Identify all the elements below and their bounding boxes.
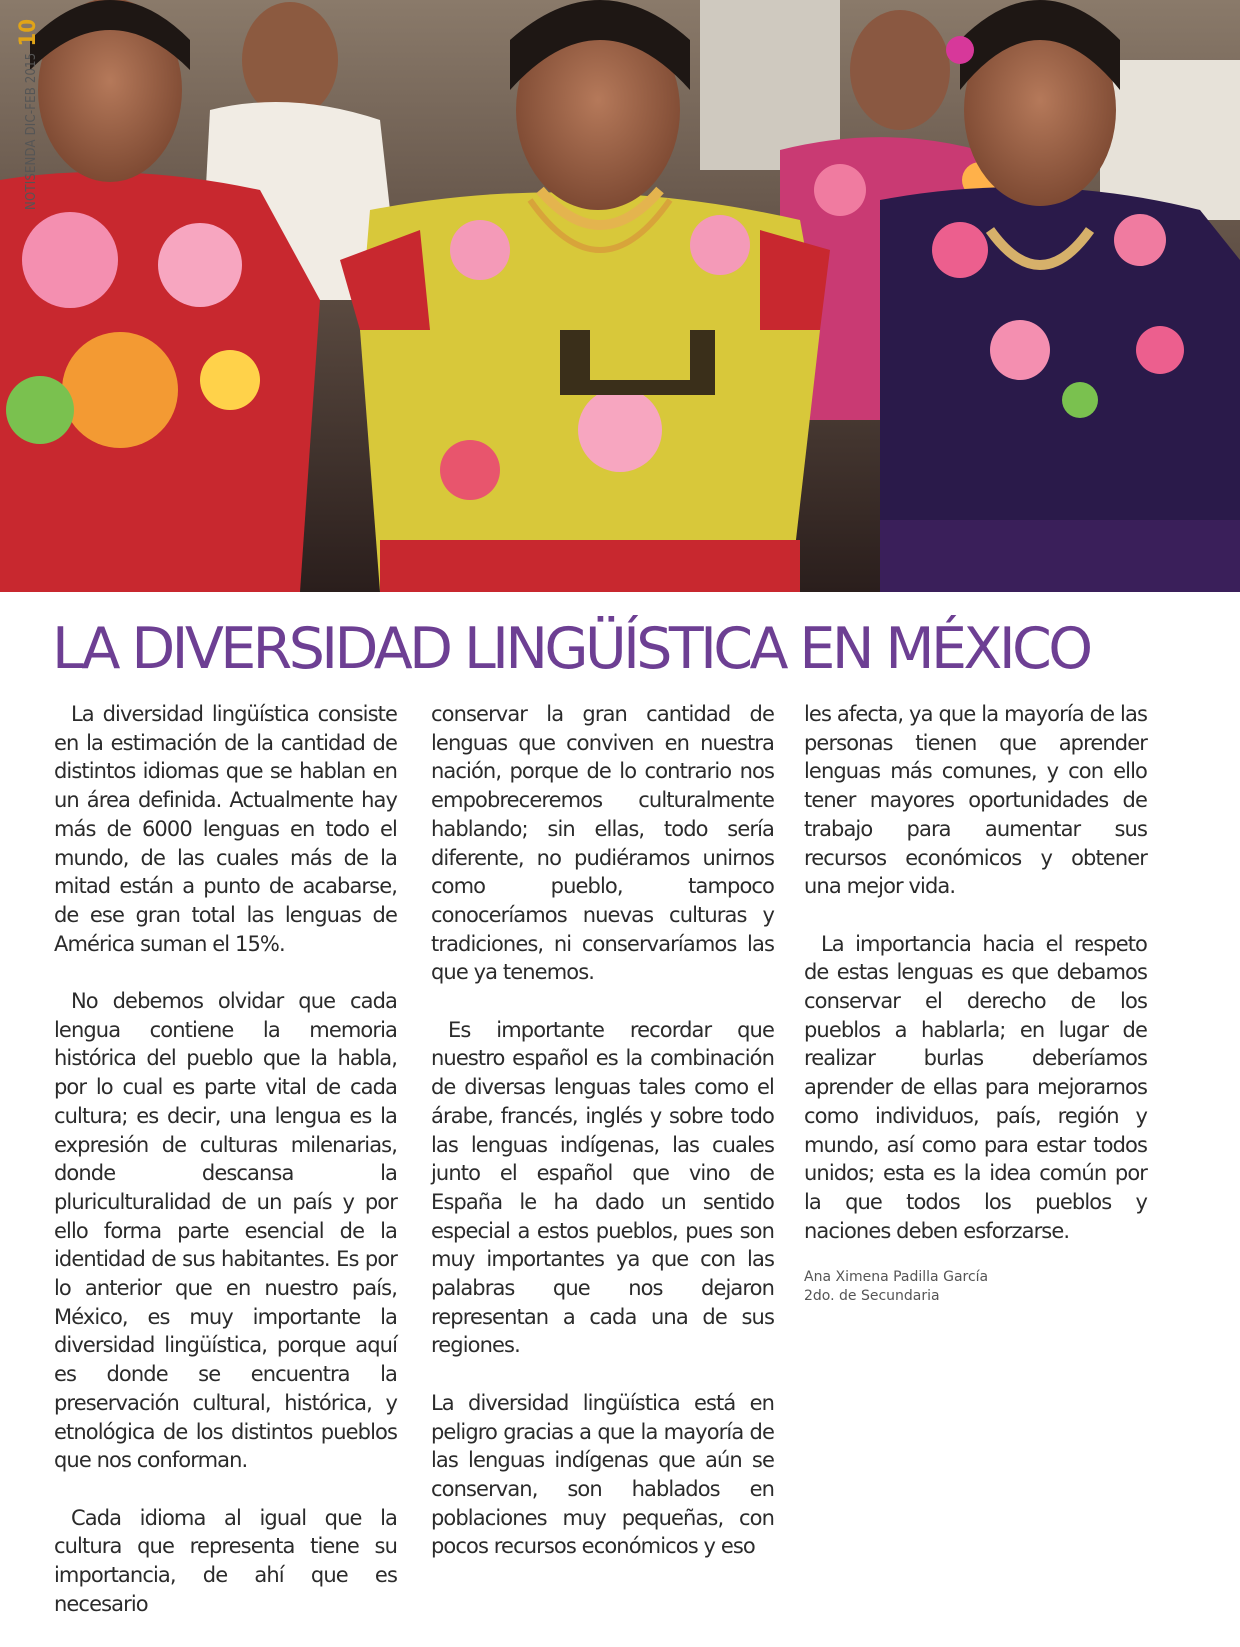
column-2: [431, 700, 774, 1590]
paragraph: les afecta, ya que la mayoría de las personas tienen que aprender lenguas más comunes, y con ello tener mayores oportunidades de trabajo para aumentar sus recursos económicos y obtener una mejor vida.: [804, 702, 1147, 899]
paragraph: La diversidad lingüística consiste en la estimación de la cantidad de distintos idiomas que se hablan en un área definida. Actualmente hay más de 6000 lenguas en todo el mundo, de las cuales más de la mitad están a punto de acabarse, de ese gran total las lenguas de América suman el 15%.: [54, 702, 397, 956]
column-1: [54, 700, 397, 1647]
column-3: [804, 700, 1147, 1306]
article-title: LA DIVERSIDAD LINGÜÍSTICA EN MÉXICO: [52, 616, 1090, 682]
author-name: Ana Ximena Padilla García: [804, 1269, 989, 1286]
byline: [804, 1268, 1147, 1306]
paragraph: No debemos olvidar que cada lengua contiene la memoria histórica del pueblo que la habla, por lo cual es parte vital de cada cultura; es decir, una lengua es la expresión de culturas milenarias, donde descansa la pluriculturalidad de un país y por ello forma parte esencial de la identidad de sus habitantes. Es por lo anterior que en nuestro país, México, es muy importante la diversidad lingüística, porque aquí es donde se encuentra la preservación cultural, histórica, y etnológica de los distintos pueblos que nos conforman.: [54, 989, 397, 1473]
paragraph: La diversidad lingüística está en peligro gracias a que la mayoría de las lenguas indígenas que aún se conservan, son hablados en poblaciones muy pequeñas, con pocos recursos económicos y eso: [431, 1390, 774, 1559]
issue-label: NOTISENDA DIC-FEB 2015: [24, 52, 39, 210]
paragraph: La importancia hacia el respeto de estas lenguas es que debamos conservar el derecho de los pueblos a hablarla; en lugar de realizar burlas deberíamos aprender de ellas para mejorarnos como individuos, país, región y mundo, así como para estar todos unidos; esta es la idea común por la que todos los pueblos y naciones deben esforzarse.: [804, 931, 1147, 1243]
author-grade: 2do. de Secundaria: [804, 1288, 940, 1305]
article-photo: [0, 0, 1240, 592]
paragraph: Es importante recordar que nuestro español es la combinación de diversas lenguas tales como el árabe, francés, inglés y sobre todo las lenguas indígenas, las cuales junto el español que vino de España le ha dado un sentido especial a estos pueblos, pues son muy importantes ya que con las palabras que nos dejaron representan a cada una de sus regiones.: [431, 1017, 774, 1358]
paragraph: conservar la gran cantidad de lenguas que conviven en nuestra nación, porque de lo contrario nos empobreceremos culturalmente hablando; sin ellas, todo sería diferente, no pudiéramos unirnos como pueblo, tampoco conoceríamos nuevas culturas y tradiciones, ni conservaríamos las que ya tenemos.: [431, 702, 774, 985]
paragraph: Cada idioma al igual que la cultura que representa tiene su importancia, de ahí que es necesario: [54, 1505, 397, 1616]
article-body: [54, 700, 1184, 1616]
page-margin-label: [14, 19, 44, 210]
page-number: 10: [16, 19, 41, 47]
